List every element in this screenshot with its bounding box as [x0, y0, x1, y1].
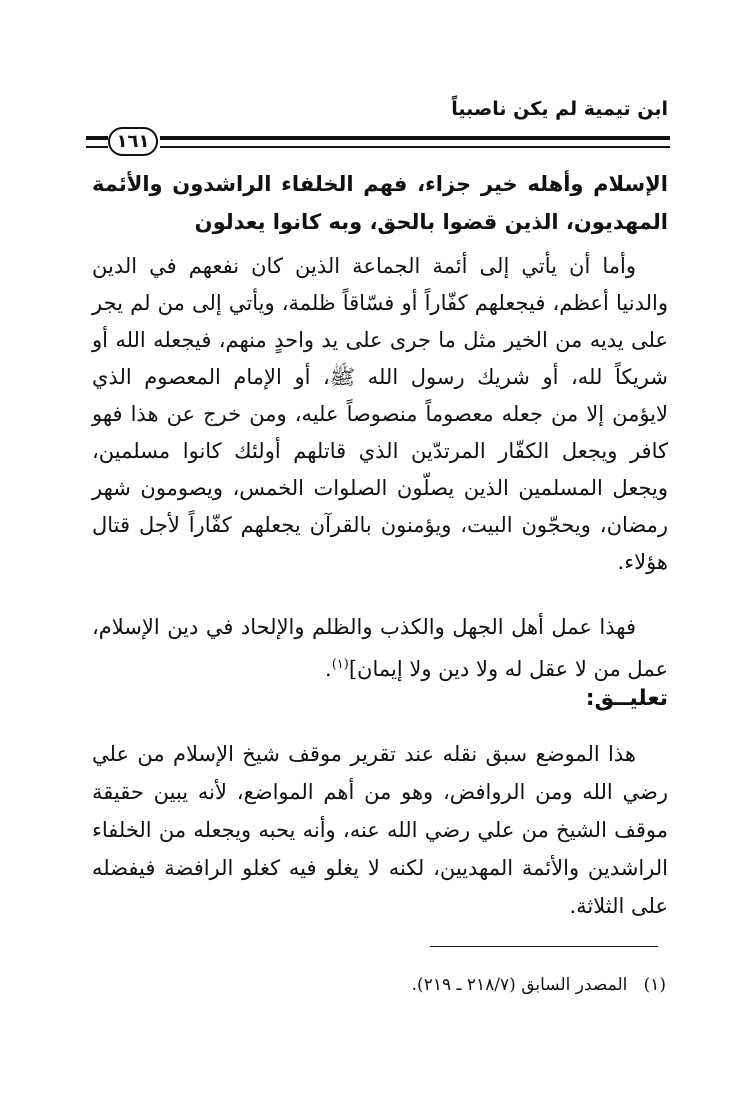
paragraph-2-end: . [325, 657, 332, 681]
footnote-text: المصدر السابق (٢١٨/٧ ـ ٢١٩). [411, 975, 628, 995]
header-rule-left-thin [86, 146, 108, 148]
paragraph-2-text: فهذا عمل أهل الجهل والكذب والظلم والإلحاد في دين الإسلام، عمل من لا عقل له ولا دين ولا إيمان] [92, 615, 668, 681]
paragraph-2 [92, 608, 668, 688]
page-number: ١٦١ [108, 127, 158, 156]
commentary-heading: تعليــق: [585, 686, 668, 711]
header-rule-left-thick [86, 136, 108, 140]
paragraph-1: وأما أن يأتي إلى أئمة الجماعة الذين كان نفعهم في الدين والدنيا أعظم، فيجعلهم كفّاراً أو فسّاقاً ظلمة، ويأتي إلى من لم يجر على يديه من الخير مثل ما جرى على يد واحدٍ منهم، فيجعله الله أو شريكاً لله، أو شريك رسول الله ﷺ، أو الإمام المعصوم الذي لايؤمن إلا من جعله معصوماً منصوصاً عليه، ومن خرج عن هذا فهو كافر ويجعل الكفّار المرتدّين الذي قاتلهم أولئك كانوا مسلمين، ويجعل المسلمين الذين يصلّون الصلوات الخمس، ويصومون شهر رمضان، ويحجّون البيت، ويؤمنون بالقرآن يجعلهم كفّاراً لأجل قتال هؤلاء. [92, 254, 668, 574]
footnote-marker: (١) [643, 975, 666, 995]
paragraph-3: هذا الموضع سبق نقله عند تقرير موقف شيخ الإسلام من علي رضي الله ومن الروافض، وهو من أهم المواضع، لأنه يبين حقيقة موقف الشيخ من علي رضي الله عنه، وأنه يحبه ويجعله من الخلفاء الراشدين والأئمة المهديين، لكنه لا يغلو فيه كغلو الرافضة فيفضله على الثلاثة. [92, 742, 668, 918]
quote-end-bold: الإسلام وأهله خير جزاء، فهم الخلفاء الراشدون والأئمة المهديون، الذين قضوا بالحق، وبه كانوا يعدلون [92, 172, 668, 234]
footnote-reference: (١) [331, 657, 349, 672]
header-rule-thick [160, 136, 670, 140]
running-title: ابن تيمية لم يكن ناصبياً [451, 98, 668, 120]
footnote [412, 975, 666, 995]
footnote-separator [430, 946, 658, 947]
header-rule-thin [160, 146, 670, 148]
